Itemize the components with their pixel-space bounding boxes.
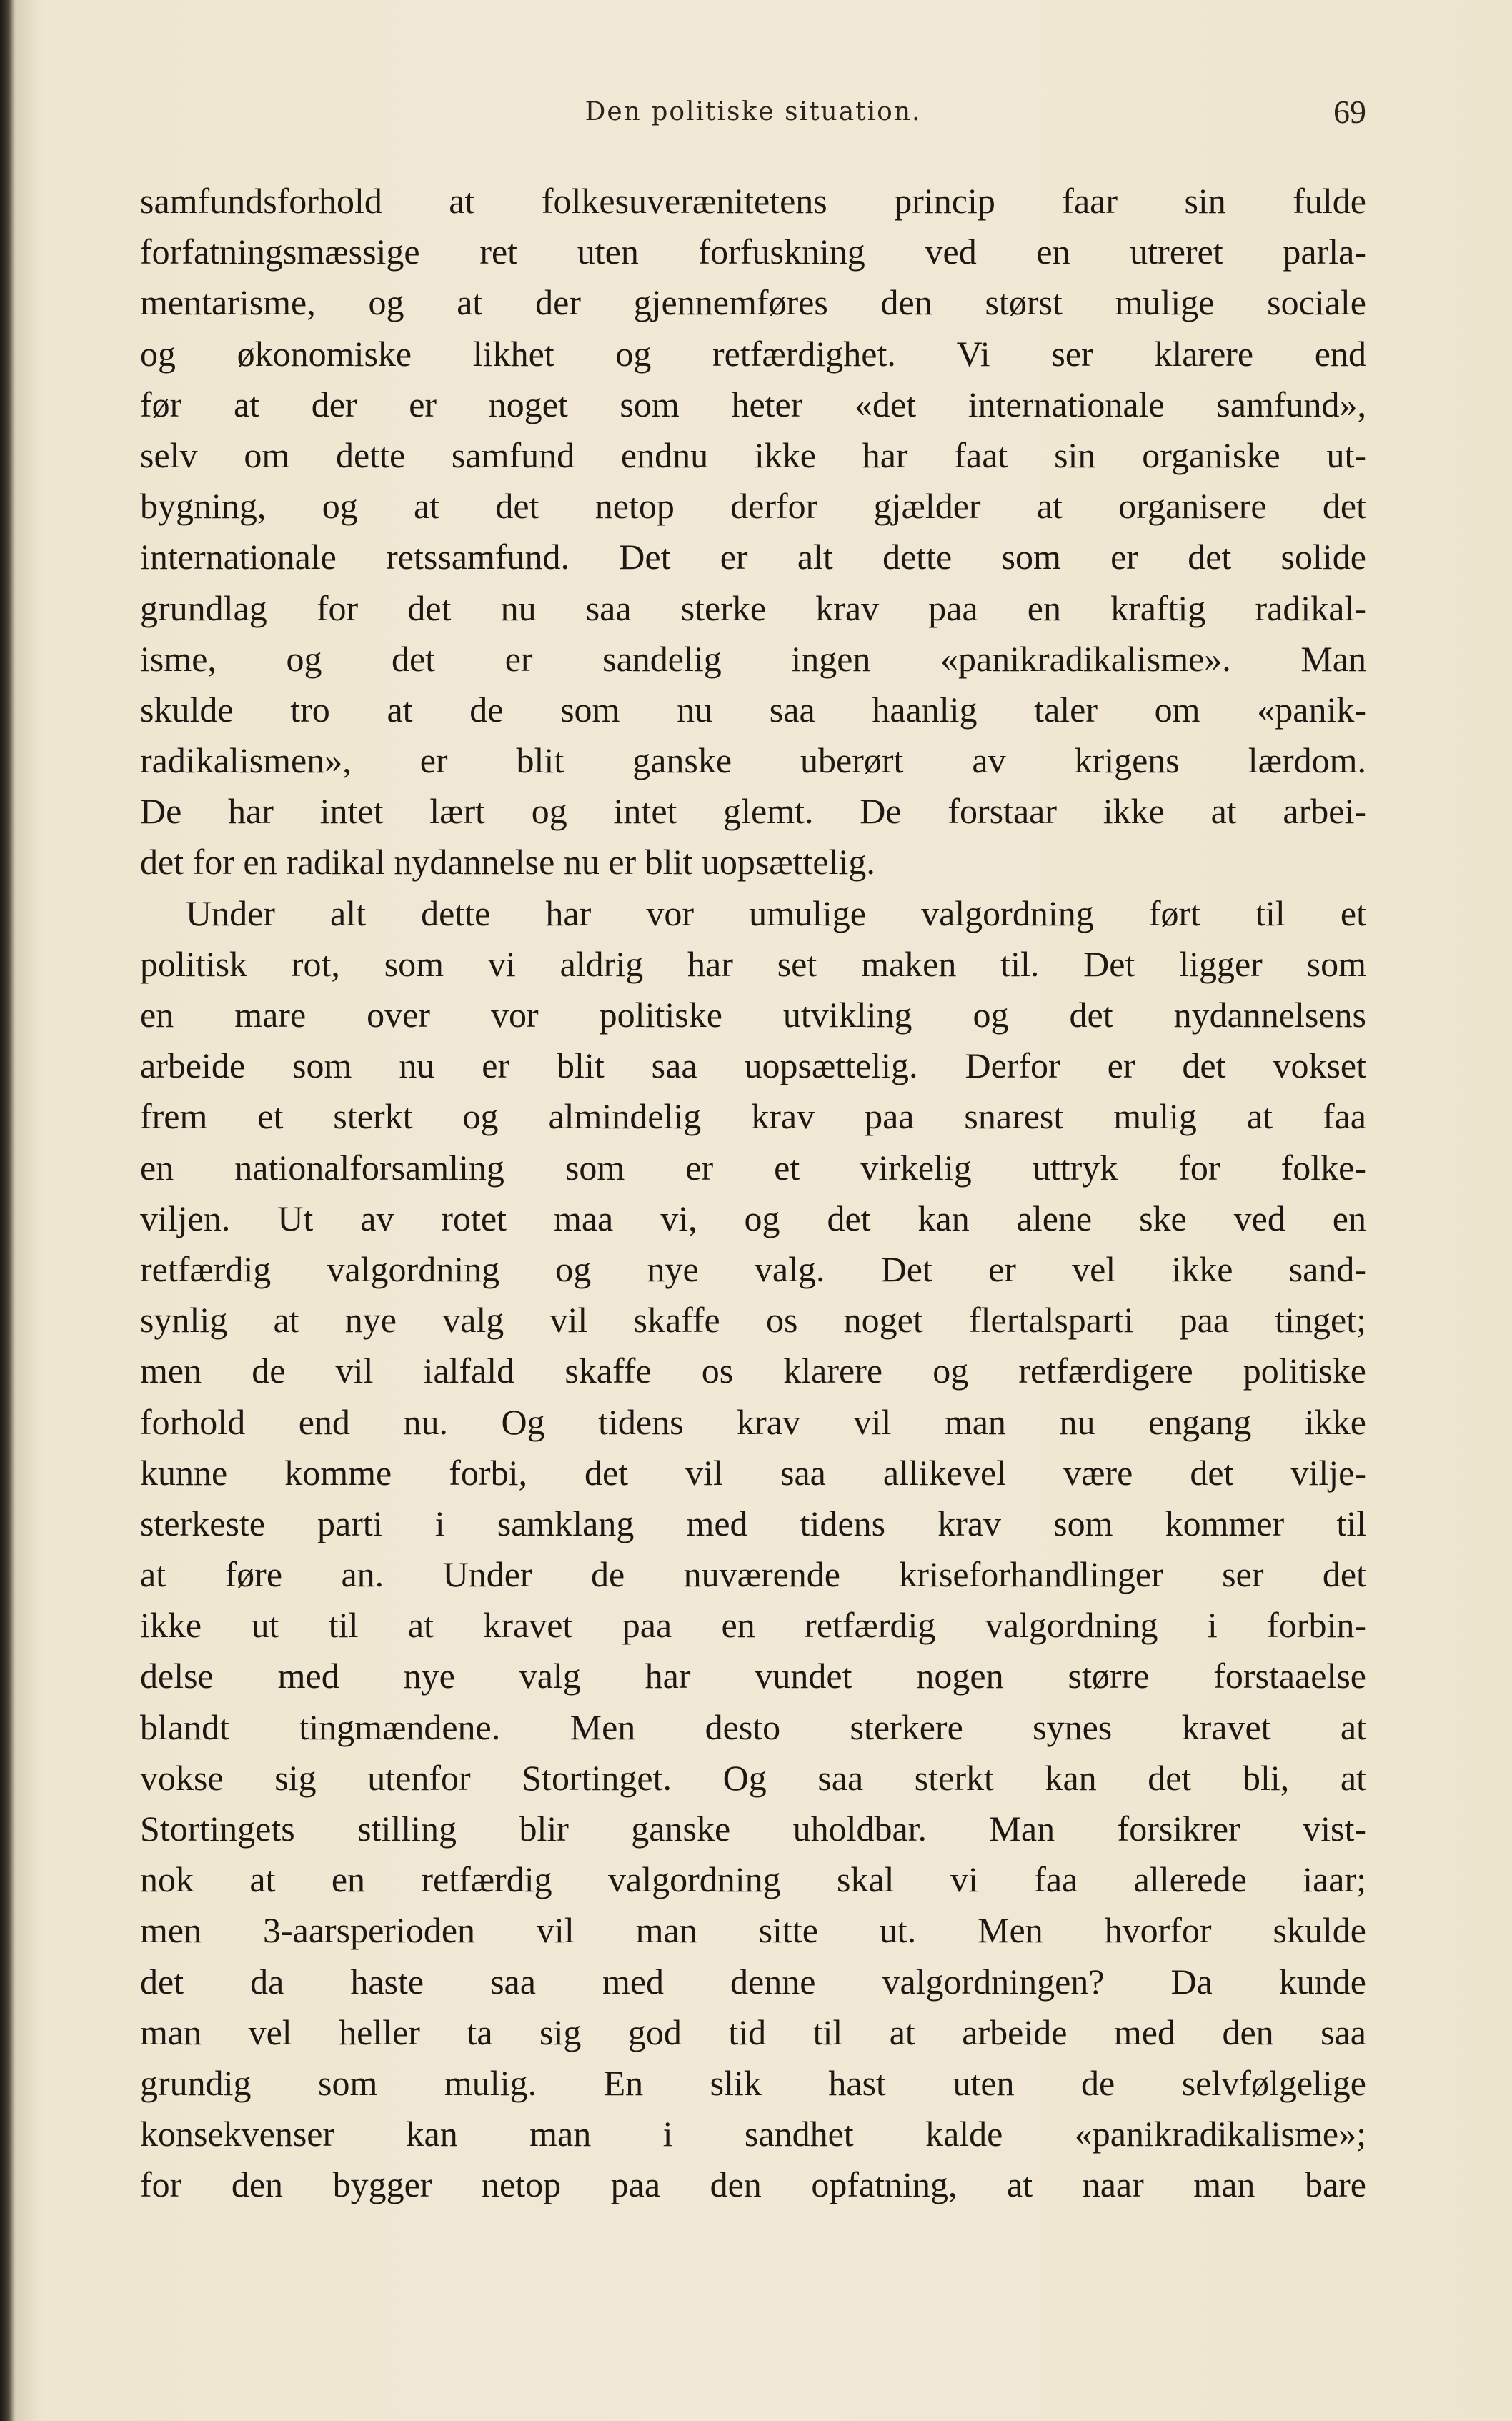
- text-line: men 3-aarsperioden vil man sitte ut. Men hvorfor skulde: [140, 1910, 1366, 1951]
- text-line: grundlag for det nu saa sterke krav paa en kraftig radikal-: [140, 587, 1366, 628]
- text-line: politisk rot, som vi aldrig har set maken til. Det ligger som: [140, 943, 1366, 984]
- text-line: men de vil ialfald skaffe os klarere og retfærdigere politiske: [140, 1351, 1366, 1391]
- text-line: man vel heller ta sig god tid til at arbeide med den saa: [140, 2012, 1366, 2052]
- text-line: og økonomiske likhet og retfærdighet. Vi ser klarere end: [140, 333, 1366, 374]
- text-line: isme, og det er sandelig ingen «panikradikalisme». Man: [140, 638, 1366, 679]
- text-line: at føre an. Under de nuværende kriseforhandlinger ser det: [140, 1554, 1366, 1595]
- text-line: skulde tro at de som nu saa haanlig taler om «panik-: [140, 689, 1366, 730]
- text-line: Under alt dette har vor umulige valgordning ført til et: [186, 893, 1366, 933]
- running-head: Den politiske situation.: [585, 97, 922, 126]
- text-line: selv om dette samfund endnu ikke har faat sin organiske ut-: [140, 434, 1366, 475]
- spine-shadow: [0, 0, 16, 2421]
- text-line: en nationalforsamling som er et virkelig uttryk for folke-: [140, 1147, 1366, 1188]
- text-line: De har intet lært og intet glemt. De forstaar ikke at arbei-: [140, 791, 1366, 832]
- text-line: ikke ut til at kravet paa en retfærdig valgordning i forbin-: [140, 1605, 1366, 1646]
- page-header: [140, 93, 1366, 136]
- text-line: grundig som mulig. En slik hast uten de selvfølgelige: [140, 2062, 1366, 2103]
- text-line: frem et sterkt og almindelig krav paa snarest mulig at faa: [140, 1096, 1366, 1137]
- text-line: samfundsforhold at folkesuverænitetens princip faar sin fulde: [140, 181, 1366, 221]
- text-line: nok at en retfærdig valgordning skal vi faa allerede iaar;: [140, 1859, 1366, 1900]
- text-line: retfærdig valgordning og nye valg. Det er vel ikke sand-: [140, 1248, 1366, 1289]
- text-line: forfatningsmæssige ret uten forfuskning ved en utreret parla-: [140, 232, 1366, 272]
- text-line: internationale retssamfund. Det er alt dette som er det solide: [140, 537, 1366, 577]
- body-text: [140, 176, 1366, 2211]
- page-number: 69: [1333, 94, 1366, 130]
- text-line: delse med nye valg har vundet nogen større forstaaelse: [140, 1656, 1366, 1696]
- text-line: forhold end nu. Og tidens krav vil man nu engang ikke: [140, 1401, 1366, 1442]
- text-line: bygning, og at det netop derfor gjælder at organisere det: [140, 486, 1366, 527]
- text-line: mentarisme, og at der gjennemføres den størst mulige sociale: [140, 282, 1366, 323]
- text-line: det for en radikal nydannelse nu er blit uopsættelig.: [140, 842, 875, 883]
- text-line: det da haste saa med denne valgordningen? Da kunde: [140, 1961, 1366, 2002]
- text-line: radikalismen», er blit ganske uberørt av krigens lærdom.: [140, 740, 1366, 781]
- text-line: vokse sig utenfor Stortinget. Og saa sterkt kan det bli, at: [140, 1757, 1366, 1798]
- text-line: for den bygger netop paa den opfatning, at naar man bare: [140, 2164, 1366, 2205]
- text-line: synlig at nye valg vil skaffe os noget flertalsparti paa tinget;: [140, 1300, 1366, 1341]
- text-line: Stortingets stilling blir ganske uholdbar. Man forsikrer vist-: [140, 1809, 1366, 1849]
- text-line: en mare over vor politiske utvikling og det nydannelsens: [140, 995, 1366, 1035]
- text-line: blandt tingmændene. Men desto sterkere synes kravet at: [140, 1706, 1366, 1747]
- text-line: kunne komme forbi, det vil saa allikevel være det vilje-: [140, 1452, 1366, 1493]
- text-line: sterkeste parti i samklang med tidens krav som kommer til: [140, 1503, 1366, 1543]
- text-line: før at der er noget som heter «det internationale samfund»,: [140, 384, 1366, 424]
- text-line: arbeide som nu er blit saa uopsættelig. Derfor er det vokset: [140, 1045, 1366, 1086]
- text-line: konsekvenser kan man i sandhet kalde «panikradikalisme»;: [140, 2114, 1366, 2154]
- text-line: viljen. Ut av rotet maa vi, og det kan alene ske ved en: [140, 1198, 1366, 1238]
